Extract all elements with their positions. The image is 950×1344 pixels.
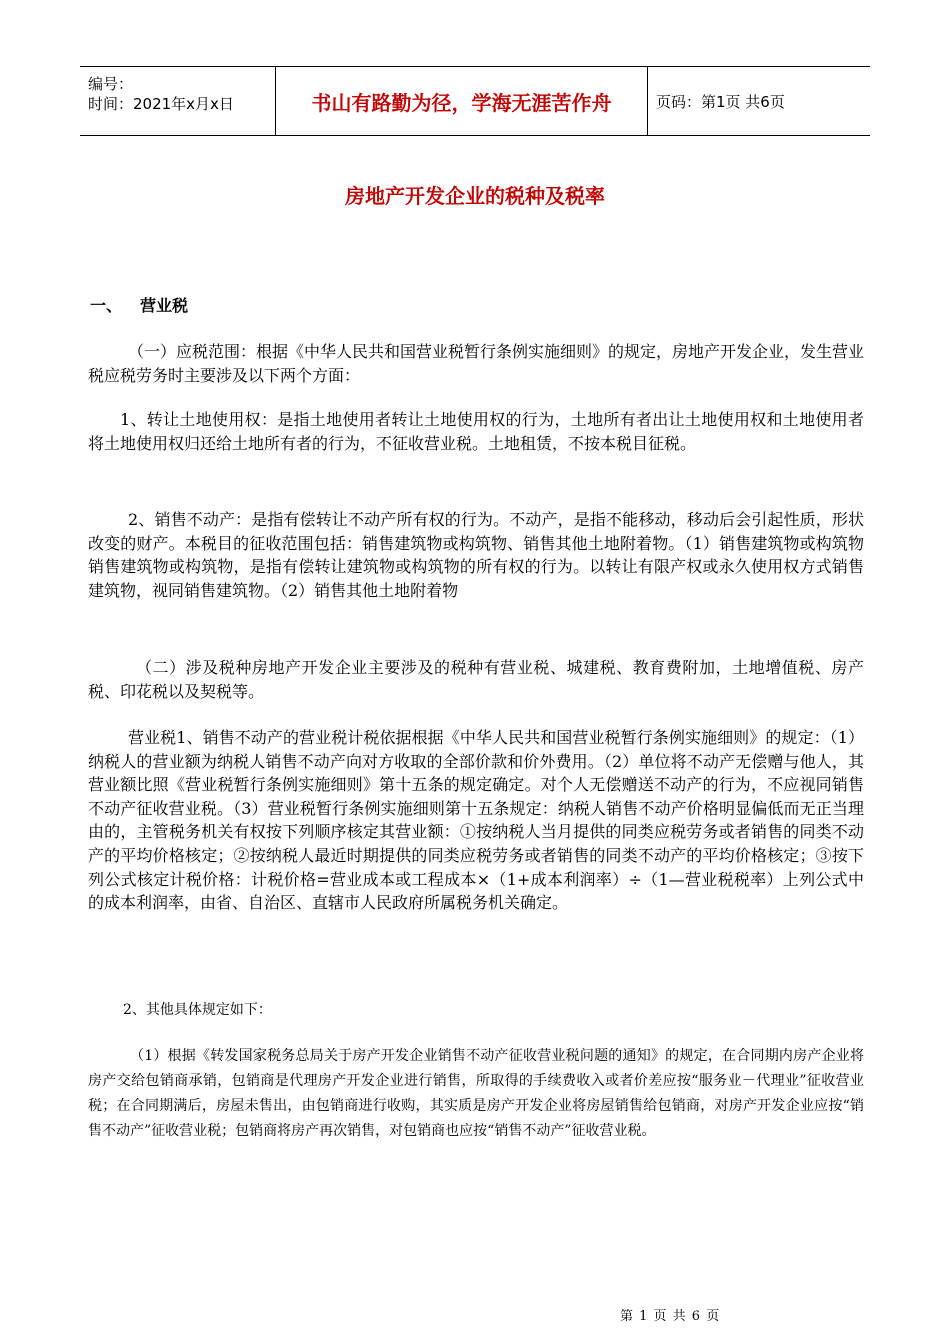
header-page-info: 页码：第1页 共6页 bbox=[656, 92, 785, 111]
paragraph-land-use: 1、转让土地使用权：是指土地使用者转让土地使用权的行为，土地所有者出让土地使用权和土地使用者将土地使用权归还给土地所有者的行为，不征收营业税。土地租赁，不按本税目征税。 bbox=[88, 410, 864, 453]
paragraph-tax-types: （二）涉及税种房地产开发企业主要涉及的税种有营业税、城建税、教育费附加，土地增值税、房产税、印花税以及契税等。 bbox=[88, 658, 864, 701]
paragraph-real-estate: 2、销售不动产：是指有偿转让不动产所有权的行为。不动产，是指不能移动，移动后会引起性质，形状改变的财产。本税目的征收范围包括：销售建筑物或构筑物、销售其他土地附着物。（1）销售建筑物或构筑物销售建筑物或构筑物，是指有偿转让建筑物或构筑物的所有权的行为。以转让有限产权或永久使用权方式销售建筑物，视同销售建筑物。（2）销售其他土地附着物 bbox=[88, 510, 864, 600]
page-header bbox=[80, 66, 870, 136]
paragraph-agency-sales: （1）根据《转发国家税务总局关于房产开发企业销售不动产征收营业税问题的通知》的规定，在合同期内房产企业将房产交给包销商承销，包销商是代理房产开发企业进行销售，所取得的手续费收入或者价差应按“服务业－代理业”征收营业税；在合同期满后，房屋未售出，由包销商进行收购，其实质是房产开发企业将房屋销售给包销商，对房产开发企业应按“销售不动产”征收营业税；包销商将房产再次销售，对包销商也应按“销售不动产”征收营业税。 bbox=[88, 1048, 864, 1139]
number-label: 编号： bbox=[88, 75, 134, 93]
paragraph-business-tax: 营业税1、销售不动产的营业税计税依据根据《中华人民共和国营业税暂行条例实施细则》的规定：（1）纳税人的营业额为纳税人销售不动产向对方收取的全部价款和价外费用。（2）单位将不动产无偿赠与他人，其营业额比照《营业税暂行条例实施细则》第十五条的规定确定。对个人无偿赠送不动产的行为，不应视同销售不动产征收营业税。（3）营业税暂行条例实施细则第十五条规定：纳税人销售不动产价格明显偏低而无正当理由的，主管税务机关有权按下列顺序核定其营业额：①按纳税人当月提供的同类应税劳务或者销售的同类不动产的平均价格核定；②按纳税人最近时期提供的同类应税劳务或者销售的同类不动产的平均价格核定；③按下列公式核定计税价格：计税价格=营业成本或工程成本×（1+成本利润率）÷（1—营业税税率）上列公式中的成本利润率，由省、自治区、直辖市人民政府所属税务机关确定。 bbox=[88, 728, 864, 913]
paragraph-scope: （一）应税范围：根据《中华人民共和国营业税暂行条例实施细则》的规定，房地产开发企业，发生营业税应税劳务时主要涉及以下两个方面： bbox=[88, 342, 865, 385]
time-label: 时间：2021年x月x日 bbox=[88, 95, 234, 113]
header-meta bbox=[80, 67, 276, 135]
section-title: 营业税 bbox=[140, 296, 189, 315]
page-footer: 第 1 页 共 6 页 bbox=[620, 1309, 721, 1324]
document-title: 房地产开发企业的税种及税率 bbox=[345, 184, 605, 208]
header-motto: 书山有路勤为径，学海无涯苦作舟 bbox=[276, 67, 648, 135]
section-number: 一、 bbox=[90, 296, 123, 315]
section-heading bbox=[90, 293, 188, 316]
paragraph-other-rules: 2、其他具体规定如下： bbox=[123, 1002, 272, 1018]
